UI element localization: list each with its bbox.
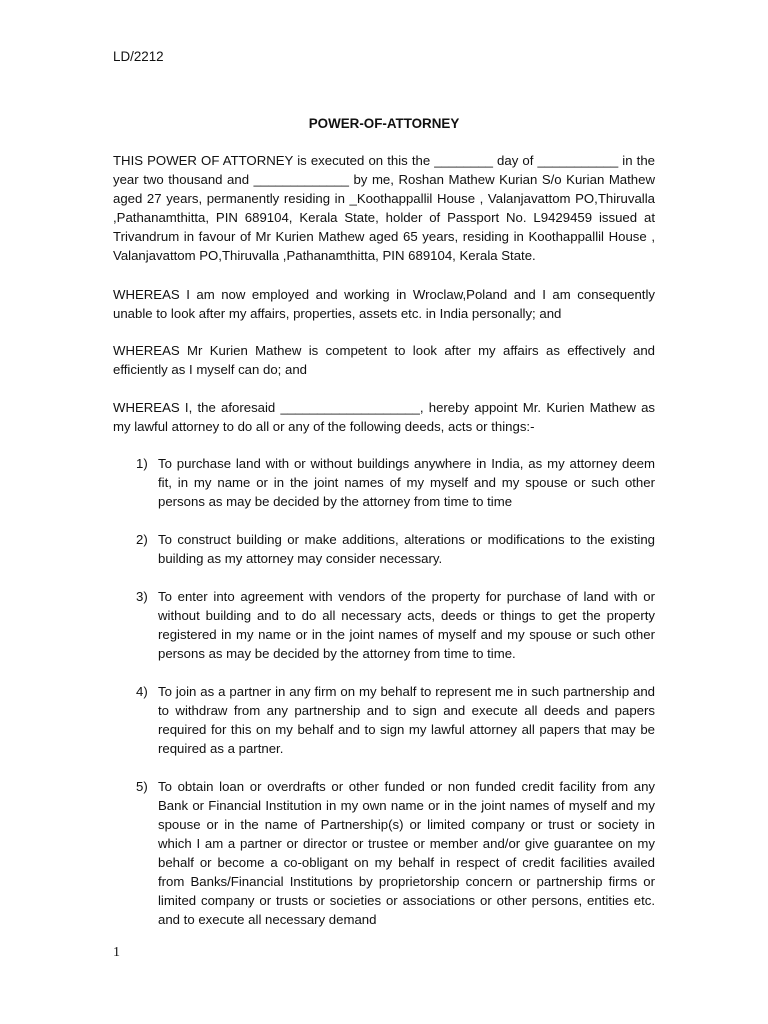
document-reference: LD/2212: [113, 49, 164, 64]
page-number: 1: [113, 945, 120, 960]
list-item: [136, 454, 655, 511]
list-item-number: 3): [136, 589, 148, 604]
list-item-number: 5): [136, 779, 148, 794]
list-item: [136, 777, 655, 929]
whereas-paragraph-3: WHEREAS I, the aforesaid ___________________, hereby appoint Mr. Kurien Mathew as my lawful attorney to do all or any of the following deeds, acts or things:-: [113, 400, 655, 434]
list-item-text: To obtain loan or overdrafts or other funded or non funded credit facility from any Bank or Financial Institution in my own name or in the joint names of myself and my spouse or in the name of Partnership(s) or limited company or trust or society in which I am a partner or director or trustee or member and/or give guarantee on my behalf or become a co-obligant on my behalf in respect of credit facilities availed from Banks/Financial Institutions by proprietorship concern or partnership firms or limited company or trusts or societies or associations or other persons, entities etc. and to execute all necessary demand: [158, 779, 655, 927]
intro-paragraph: THIS POWER OF ATTORNEY is executed on this the ________ day of ___________ in the year two thousand and _____________ by me, Roshan Mathew Kurian S/o Kurian Mathew aged 27 years, permanently residing in _Koothappallil House , Valanjavattom PO,Thiruvalla ,Pathanamthitta, PIN 689104, Kerala State, holder of Passport No. L9429459 issued at Trivandrum in favour of Mr Kurien Mathew aged 65 years, residing in Koothappallil House , Valanjavattom PO,Thiruvalla ,Pathanamthitta, PIN 689104, Kerala State.: [113, 153, 655, 263]
list-item-text: To purchase land with or without buildings anywhere in India, as my attorney deem fit, in my name or in the joint names of my myself and my spouse or such other persons as may be decided by the attorney from time to time: [158, 456, 655, 509]
list-item: [136, 587, 655, 663]
list-item-number: 4): [136, 684, 148, 699]
document-title: POWER-OF-ATTORNEY: [308, 116, 460, 131]
list-item-text: To enter into agreement with vendors of the property for purchase of land with or without building and to do all necessary acts, deeds or things to get the property registered in my name or in the joint names of myself and my spouse or such other persons as may be decided by the attorney from time to time.: [158, 589, 655, 661]
whereas-paragraph-1: WHEREAS I am now employed and working in Wroclaw,Poland and I am consequently unable to look after my affairs, properties, assets etc. in India personally; and: [113, 287, 655, 321]
list-item-number: 1): [136, 456, 148, 471]
list-item-text: To join as a partner in any firm on my behalf to represent me in such partnership and to withdraw from any partnership and to sign and execute all deeds and papers required for this on my behalf and to sign my lawful attorney all papers that may be required as a partner.: [158, 684, 655, 756]
list-item: [136, 530, 655, 568]
whereas-paragraph-2: WHEREAS Mr Kurien Mathew is competent to look after my affairs as effectively and efficiently as I myself can do; and: [113, 343, 655, 377]
list-item: [136, 682, 655, 758]
list-item-text: To construct building or make additions, alterations or modifications to the existing building as my attorney may consider necessary.: [158, 532, 655, 566]
list-item-number: 2): [136, 532, 148, 547]
